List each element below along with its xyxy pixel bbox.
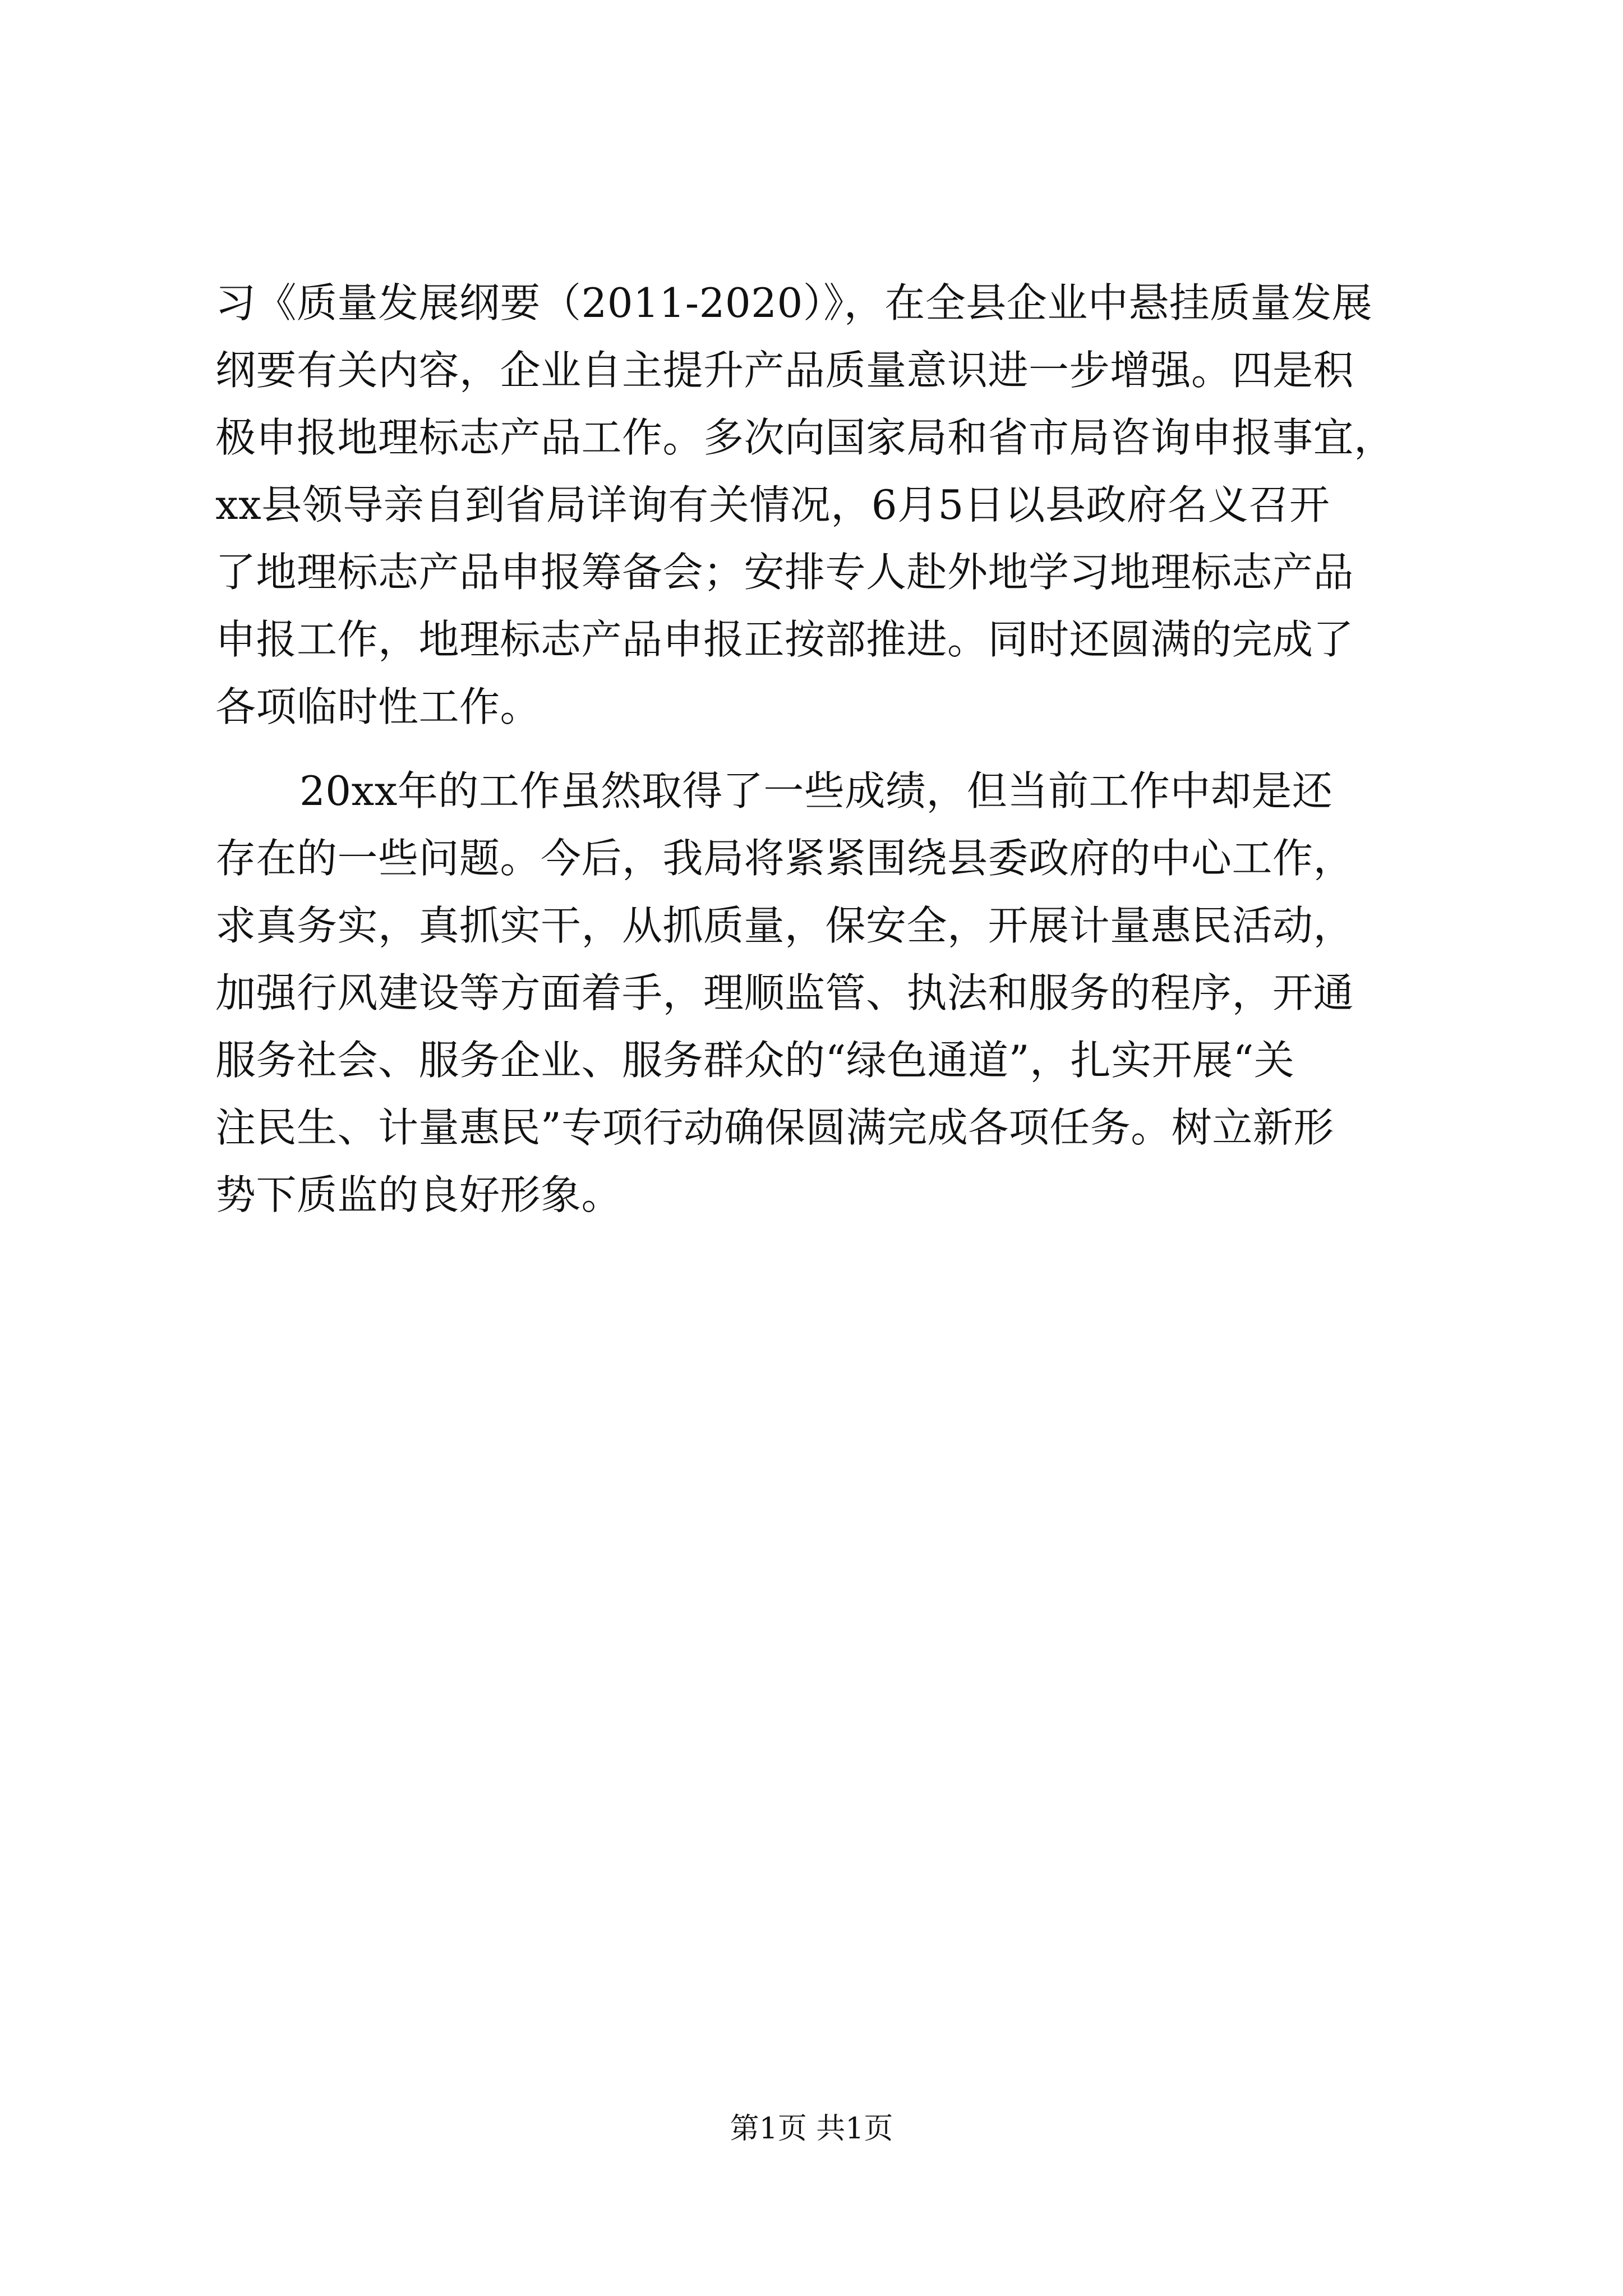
paragraph-spacer <box>215 740 1483 757</box>
paragraph-line: 存在的一些问题。今后，我局将紧紧围绕县委政府的中心工作， <box>215 835 1354 882</box>
paragraph-line: xx县领导亲自到省局详询有关情况，6月5日以县政府名义召开 <box>215 481 1330 528</box>
document-body <box>215 269 1483 1228</box>
paragraph-line: 各项临时性工作。 <box>215 683 541 730</box>
paragraph-2 <box>215 757 1483 1228</box>
paragraph-line: 势下质监的良好形象。 <box>215 1171 623 1218</box>
page-footer <box>0 2109 1623 2148</box>
page-number-label: 第1页 共1页 <box>730 2112 893 2146</box>
paragraph-line: 纲要有关内容，企业自主提升产品质量意识进一步增强。四是积 <box>215 347 1354 394</box>
paragraph-line: 加强行风建设等方面着手，理顺监管、执法和服务的程序，开通 <box>215 969 1354 1016</box>
paragraph-line: 申报工作，地理标志产品申报正按部推进。同时还圆满的完成了 <box>215 616 1354 663</box>
paragraph-line: 了地理标志产品申报筹备会；安排专人赴外地学习地理标志产品 <box>215 549 1354 596</box>
paragraph-line: 服务社会、服务企业、服务群众的“绿色通道”，扎实开展“关 <box>215 1037 1295 1084</box>
paragraph-line: 注民生、计量惠民”专项行动确保圆满完成各项任务。树立新形 <box>215 1104 1334 1151</box>
paragraph-line: 极申报地理标志产品工作。多次向国家局和省市局咨询申报事宜， <box>215 414 1395 461</box>
paragraph-1 <box>215 269 1483 740</box>
paragraph-line: 求真务实，真抓实干，从抓质量，保安全，开展计量惠民活动， <box>215 902 1354 949</box>
paragraph-line: 20xx年的工作虽然取得了一些成绩，但当前工作中却是还 <box>299 767 1333 815</box>
paragraph-line: 习《质量发展纲要（2011-2020）》，在全县企业中悬挂质量发展 <box>215 279 1373 326</box>
